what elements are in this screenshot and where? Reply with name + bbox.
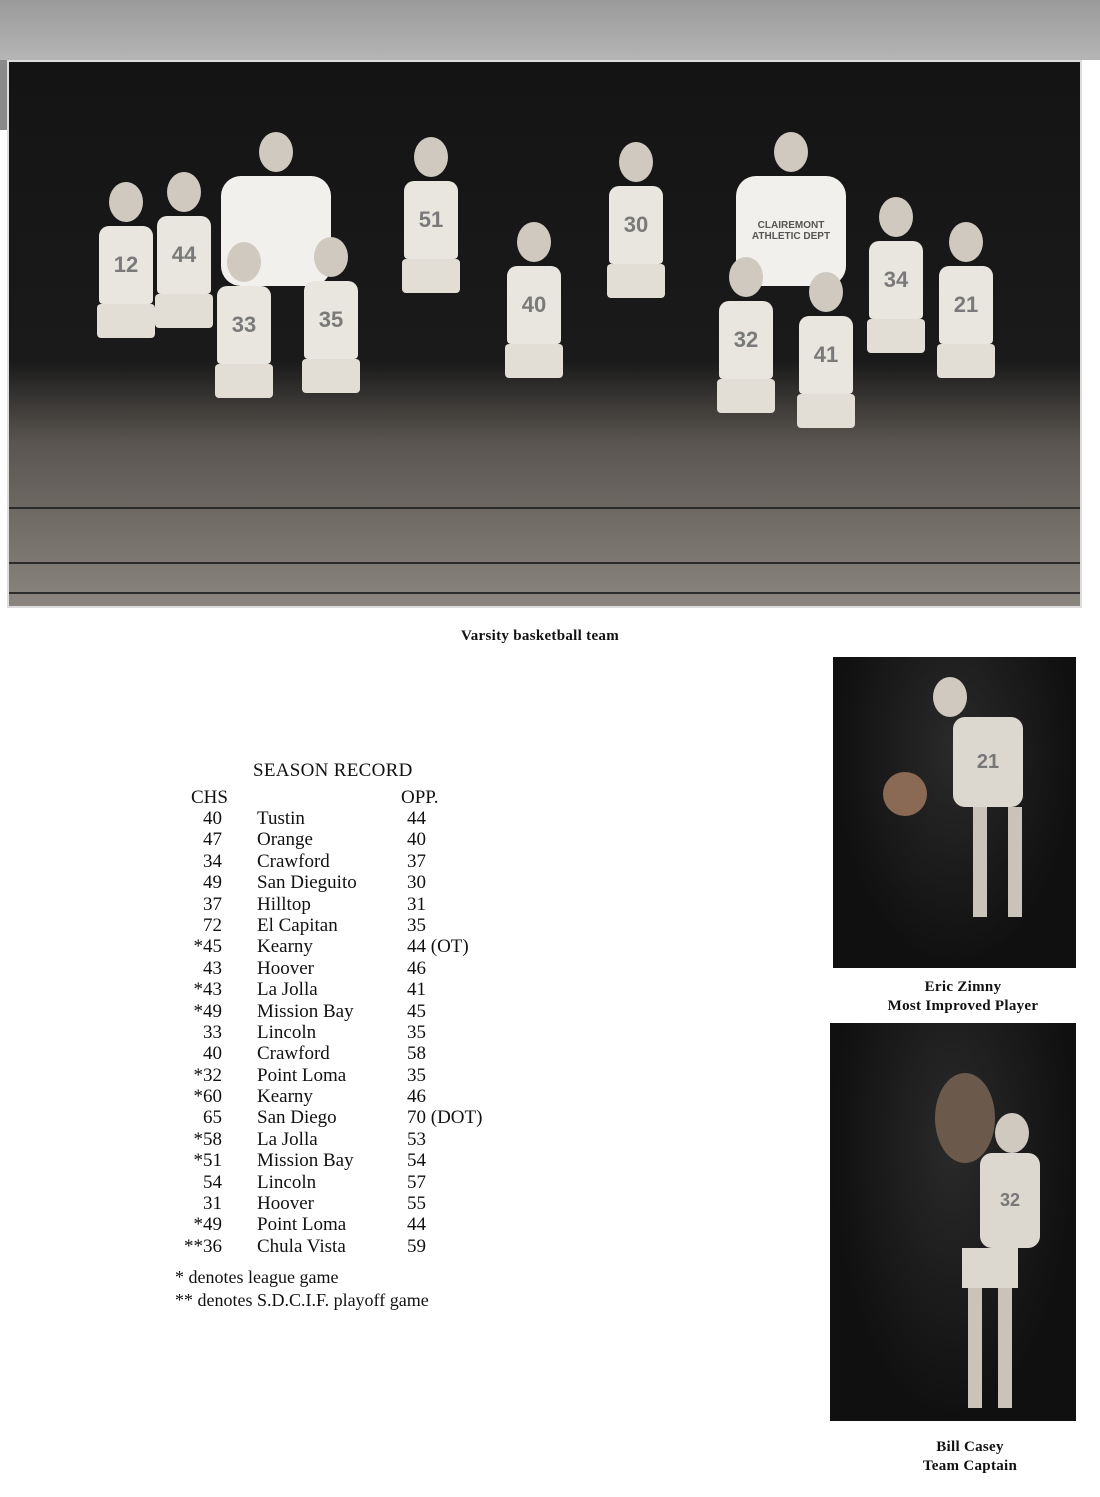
chs-score: 54: [203, 1171, 222, 1193]
opponent-name: Kearny: [257, 1086, 313, 1108]
opponent-name: Hoover: [257, 957, 314, 979]
player-shorts: [867, 319, 925, 353]
opp-score: 31: [407, 893, 426, 915]
player-head: [619, 142, 653, 182]
jersey-number: 32: [980, 1153, 1040, 1248]
opp-score: 35: [407, 1021, 426, 1043]
opp-score: 54: [407, 1150, 426, 1172]
game-row: [175, 1172, 535, 1193]
opponent-name: La Jolla: [257, 979, 318, 1001]
player-head: [809, 272, 843, 312]
game-row: [175, 872, 535, 893]
game-row: [175, 1150, 535, 1171]
game-row: [175, 915, 535, 936]
column-header-chs: CHS: [191, 787, 228, 808]
player-leg: [968, 1288, 982, 1408]
opp-score: 46: [407, 1086, 426, 1108]
player-leg: [998, 1288, 1012, 1408]
game-row: [175, 979, 535, 1000]
chs-score: *45: [193, 936, 222, 958]
floor-line: [9, 562, 1082, 564]
chs-score: 31: [203, 1193, 222, 1215]
jersey-number: 51: [404, 181, 458, 259]
opponent-name: El Capitan: [257, 914, 338, 936]
opponent-name: Point Loma: [257, 1064, 347, 1086]
opponent-name: Lincoln: [257, 1021, 317, 1043]
player-head: [774, 132, 808, 172]
opponent-name: San Diego: [257, 1107, 337, 1129]
floor-line: [9, 507, 1082, 509]
coach-shirt: CLAIREMONT ATHLETIC DEPT: [736, 176, 846, 286]
player-figure: [99, 182, 153, 338]
opp-score: 58: [407, 1043, 426, 1065]
backboard: [935, 1073, 995, 1163]
opponent-name: Tustin: [257, 808, 305, 829]
opponent-name: Crawford: [257, 850, 330, 872]
eric-name: Eric Zimny: [924, 979, 1002, 995]
player-shorts: [402, 259, 460, 293]
opp-score: 57: [407, 1171, 426, 1193]
game-row: [175, 1193, 535, 1214]
player-figure: [719, 257, 773, 413]
player-shorts: [505, 344, 563, 378]
jersey-number: 33: [217, 286, 271, 364]
season-record-title: SEASON RECORD: [253, 760, 413, 781]
game-row: [175, 1236, 535, 1257]
player-leg: [973, 807, 987, 917]
chs-score: 65: [203, 1107, 222, 1129]
opponent-name: Hilltop: [257, 893, 311, 915]
opp-score: 44 (OT): [407, 936, 469, 958]
team-photo-caption: Varsity basketball team: [460, 628, 619, 644]
player-figure: [217, 242, 271, 398]
chs-score: 72: [203, 914, 222, 936]
jersey-number: 41: [799, 316, 853, 394]
player-head: [109, 182, 143, 222]
opponent-name: San Dieguito: [257, 872, 357, 894]
opp-score: 44: [407, 1214, 426, 1236]
jersey-number: 30: [609, 186, 663, 264]
opp-score: 35: [407, 1064, 426, 1086]
player-shorts: [937, 344, 995, 378]
chs-score: 37: [203, 893, 222, 915]
game-row: [175, 1086, 535, 1107]
opp-score: 30: [407, 872, 426, 894]
player-shorts: [797, 394, 855, 428]
opponent-name: Crawford: [257, 1043, 330, 1065]
opp-score: 44: [407, 808, 426, 829]
jersey-number: 35: [304, 281, 358, 359]
chs-score: *51: [193, 1150, 222, 1172]
opp-score: 41: [407, 979, 426, 1001]
eric-title: Most Improved Player: [887, 998, 1039, 1014]
player-shorts: [97, 304, 155, 338]
player-leg: [1008, 807, 1022, 917]
opponent-name: Lincoln: [257, 1171, 317, 1193]
opp-score: 46: [407, 957, 426, 979]
player-shorts: [717, 379, 775, 413]
player-figure: [799, 272, 853, 428]
game-row: [175, 829, 535, 850]
opponent-name: Kearny: [257, 936, 313, 958]
column-header-opp: OPP.: [401, 787, 439, 808]
player-shorts: [607, 264, 665, 298]
jersey-number: 40: [507, 266, 561, 344]
game-row: [175, 894, 535, 915]
game-row: [175, 808, 535, 829]
player-shorts: [962, 1248, 1018, 1288]
floor-line: [9, 592, 1082, 594]
player-figure: [939, 222, 993, 378]
chs-score: *60: [193, 1086, 222, 1108]
opp-score: 70 (DOT): [407, 1107, 483, 1129]
player-figure: [609, 142, 663, 298]
opp-score: 45: [407, 1000, 426, 1022]
chs-score: 47: [203, 829, 222, 851]
game-row: [175, 1214, 535, 1235]
player-figure: [304, 237, 358, 393]
chs-score: 33: [203, 1021, 222, 1043]
chs-score: 49: [203, 872, 222, 894]
chs-score: 34: [203, 850, 222, 872]
chs-score: *49: [193, 1214, 222, 1236]
opponent-name: Hoover: [257, 1193, 314, 1215]
player-figure: [404, 137, 458, 293]
player-figure: [157, 172, 211, 328]
chs-score: *43: [193, 979, 222, 1001]
legend-league: * denotes league game: [175, 1267, 339, 1287]
opponent-name: Mission Bay: [257, 1150, 354, 1172]
game-row: [175, 1022, 535, 1043]
game-row: [175, 1001, 535, 1022]
player-shorts: [302, 359, 360, 393]
basketball: [883, 772, 927, 816]
opponent-name: Mission Bay: [257, 1000, 354, 1022]
player-head: [949, 222, 983, 262]
player-shorts: [155, 294, 213, 328]
team-photo: [7, 60, 1082, 608]
jersey-number: 21: [953, 717, 1023, 807]
eric-caption: [833, 978, 1093, 1016]
game-row: [175, 936, 535, 957]
chs-score: *32: [193, 1064, 222, 1086]
opp-score: 55: [407, 1193, 426, 1215]
player-head: [314, 237, 348, 277]
legend-playoff: ** denotes S.D.C.I.F. playoff game: [175, 1290, 429, 1310]
bill-casey-photo: [830, 1023, 1076, 1421]
opponent-name: Chula Vista: [257, 1235, 346, 1257]
chs-score: *49: [193, 1000, 222, 1022]
player-head: [729, 257, 763, 297]
game-row: [175, 1043, 535, 1064]
game-row: [175, 1065, 535, 1086]
opponent-name: Orange: [257, 829, 313, 851]
game-row: [175, 1129, 535, 1150]
player-head: [259, 132, 293, 172]
bill-caption: [870, 1438, 1070, 1476]
game-list: [175, 808, 535, 1257]
opponent-name: Point Loma: [257, 1214, 347, 1236]
eric-zimny-photo: [833, 657, 1076, 968]
opp-score: 35: [407, 914, 426, 936]
player-head: [933, 677, 967, 717]
player-head: [995, 1113, 1029, 1153]
player-shorts: [215, 364, 273, 398]
player-head: [227, 242, 261, 282]
player-figure: [507, 222, 561, 378]
opponent-name: La Jolla: [257, 1128, 318, 1150]
chs-score: *58: [193, 1128, 222, 1150]
bill-title: Team Captain: [922, 1458, 1018, 1474]
chs-score: 40: [203, 808, 222, 829]
opp-score: 40: [407, 829, 426, 851]
game-row: [175, 1107, 535, 1128]
jersey-number: 32: [719, 301, 773, 379]
chs-score: 43: [203, 957, 222, 979]
chs-score: **36: [184, 1235, 222, 1257]
player-head: [879, 197, 913, 237]
jersey-number: 34: [869, 241, 923, 319]
chs-score: 40: [203, 1043, 222, 1065]
player-figure: [869, 197, 923, 353]
player-head: [414, 137, 448, 177]
page-top-strip: [0, 0, 1100, 60]
game-row: [175, 958, 535, 979]
bill-name: Bill Casey: [936, 1439, 1004, 1455]
jersey-number: 21: [939, 266, 993, 344]
player-head: [517, 222, 551, 262]
opp-score: 37: [407, 850, 426, 872]
jersey-number: 12: [99, 226, 153, 304]
game-row: [175, 851, 535, 872]
opp-score: 53: [407, 1128, 426, 1150]
player-head: [167, 172, 201, 212]
opp-score: 59: [407, 1235, 426, 1257]
record-legend: [175, 1266, 429, 1312]
jersey-number: 44: [157, 216, 211, 294]
